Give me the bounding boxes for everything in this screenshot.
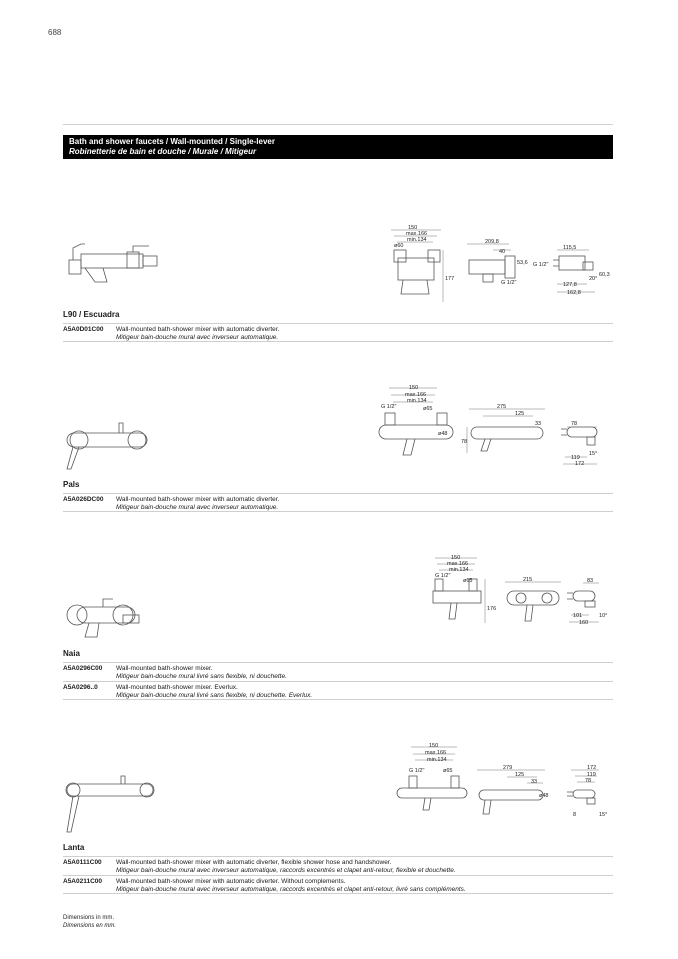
dim-label: 119 [571, 455, 580, 461]
ref-desc-fr: Mitigeur bain-douche mural avec inverseur automatique, raccords excentrés et clapet anti-retour, livré sans compléments. [116, 886, 466, 893]
ref-code: A5A0111C00 [63, 859, 102, 866]
dim-label: 162,8 [567, 290, 581, 296]
dim-label: 177 [445, 276, 455, 282]
ref-row [63, 493, 613, 512]
product-name: Pals [63, 480, 80, 489]
drawing-side [567, 578, 607, 626]
dim-label: 125 [515, 772, 525, 778]
dim-label: min.134 [407, 237, 427, 243]
footer-en: Dimensions in mm. [63, 915, 115, 921]
technical-drawings-lanta [63, 740, 613, 840]
ref-row [63, 662, 613, 681]
ref-row [63, 875, 613, 894]
ref-desc-fr: Mitigeur bain-douche mural avec inverseur automatique. [116, 504, 279, 511]
dim-label: 10° [599, 613, 608, 619]
dim-label: G 1/2" [381, 404, 397, 410]
section-banner [63, 135, 613, 159]
dim-label: 83 [587, 578, 594, 584]
ref-desc-fr: Mitigeur bain-douche mural avec inverseur automatique, raccords excentrés et clapet anti-retour, flexible et douchette. [116, 867, 456, 874]
dim-label: 15° [599, 812, 608, 818]
ref-desc-fr: Mitigeur bain-douche mural livré sans flexible, ni douchette. Everlux. [116, 692, 313, 699]
technical-drawings-l90 [63, 220, 613, 300]
dim-label: 275 [497, 404, 507, 410]
dim-label: ø60 [394, 243, 404, 249]
dim-label: max.166 [406, 231, 428, 237]
ref-desc-en: Wall-mounted bath-shower mixer with automatic diverter, flexible shower hose and handshower. [116, 859, 392, 866]
dim-label: G 1/2" [435, 573, 451, 579]
product-name: Naia [63, 649, 80, 658]
dim-label: 53,6 [517, 260, 528, 266]
dim-label: 150 [409, 385, 419, 391]
dim-label: G 1/2" [501, 280, 517, 286]
dim-label: 101 [573, 613, 583, 619]
dim-label: 150 [451, 555, 461, 561]
dim-label: 215 [523, 577, 533, 583]
product-name: Lanta [63, 843, 85, 852]
dim-label: 160 [579, 620, 589, 626]
dim-label: max.166 [447, 561, 469, 567]
dim-label: min.134 [427, 757, 447, 763]
ref-desc-en: Wall-mounted bath-shower mixer. Everlux. [116, 684, 238, 691]
dim-label: ø65 [423, 406, 433, 412]
product-name: L90 / Escuadra [63, 310, 120, 319]
dim-label: 176 [487, 606, 497, 612]
ref-code: A5A0D01C00 [63, 326, 104, 333]
ref-row [63, 856, 613, 875]
dim-label: 119 [587, 772, 596, 778]
dim-label: 150 [429, 743, 439, 749]
ref-code: A5A0296C00 [63, 665, 103, 672]
ref-desc-fr: Mitigeur bain-douche mural livré sans flexible, ni douchette. [116, 673, 287, 680]
dim-label: 20° [589, 276, 598, 282]
ref-desc-fr: Mitigeur bain-douche mural avec inverseur automatique. [116, 334, 279, 341]
dim-label: max.166 [425, 750, 447, 756]
footer-fr: Dimensions en mm. [63, 923, 117, 929]
ref-desc-en: Wall-mounted bath-shower mixer. [116, 665, 213, 672]
drawing-front [379, 385, 453, 455]
dim-label: 172 [575, 461, 585, 467]
ref-description [116, 665, 287, 681]
ref-description [116, 326, 279, 342]
ref-row [63, 681, 613, 700]
drawing-top [505, 577, 561, 621]
ref-description [116, 496, 279, 512]
ref-desc-en: Wall-mounted bath-shower mixer with automatic diverter. Without complements. [116, 878, 346, 885]
technical-drawings-pals [63, 385, 613, 475]
dim-label: 78 [571, 421, 578, 427]
ref-desc-en: Wall-mounted bath-shower mixer with automatic diverter. [116, 496, 280, 503]
dim-label: 8 [573, 812, 577, 818]
ref-description [116, 859, 456, 875]
drawing-front [433, 555, 496, 623]
dim-label: 150 [408, 225, 418, 231]
dim-label: G 1/2" [533, 262, 549, 268]
dim-label: 209,8 [485, 239, 499, 245]
dim-label: max.166 [405, 392, 427, 398]
drawing-side [567, 765, 607, 818]
dim-label: ø65 [443, 768, 453, 774]
dim-label: 40 [499, 249, 506, 255]
dim-label: ø48 [438, 431, 448, 437]
top-rule [63, 124, 613, 125]
section-title-fr: Robinetterie de bain et douche / Murale / Mitigeur [69, 147, 257, 156]
ref-code: A5A0211C00 [63, 878, 103, 885]
drawing-side [533, 245, 610, 296]
drawing-top [477, 765, 548, 814]
ref-code: A5A0296..0 [63, 684, 98, 691]
dim-label: ø48 [539, 793, 549, 799]
technical-drawings-naia [63, 555, 613, 645]
dim-label: 172 [587, 765, 597, 771]
footer-note [63, 914, 116, 930]
dim-label: ø65 [463, 578, 473, 584]
ref-code: A5A026DC00 [63, 496, 104, 503]
dim-label: 15° [589, 451, 598, 457]
dim-label: 125 [515, 411, 525, 417]
dim-label: 115,5 [563, 245, 577, 251]
dim-label: 78 [585, 778, 592, 784]
dim-label: min.134 [449, 567, 469, 573]
dim-label: 60,3 [599, 272, 610, 278]
dim-label: 127,8 [563, 282, 577, 288]
dim-label: min.134 [407, 398, 427, 404]
drawing-front [397, 743, 467, 810]
dim-label: G 1/2" [409, 768, 425, 774]
dim-label: 279 [503, 765, 513, 771]
ref-description [116, 684, 312, 700]
dim-label: 78 [461, 439, 468, 445]
dim-label: 33 [535, 421, 542, 427]
drawing-front [391, 225, 454, 302]
drawing-top [461, 404, 545, 453]
drawing-side [561, 421, 597, 467]
drawing-top [467, 239, 528, 286]
ref-desc-en: Wall-mounted bath-shower mixer with automatic diverter. [116, 326, 280, 333]
dim-label: 33 [531, 779, 538, 785]
ref-description [116, 878, 466, 894]
section-title-en: Bath and shower faucets / Wall-mounted / Single-lever [69, 137, 275, 146]
ref-row [63, 323, 613, 342]
page-number: 688 [48, 28, 62, 37]
